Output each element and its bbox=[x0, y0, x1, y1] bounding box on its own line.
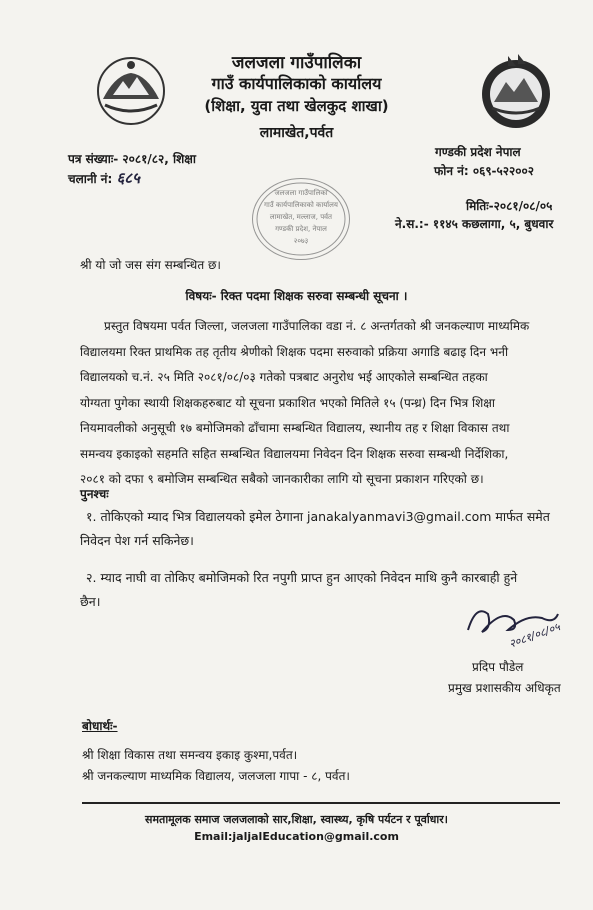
letter-number: पत्र संख्याः- २०८१/८२, शिक्षा bbox=[68, 152, 196, 166]
body-line: योग्यता पुगेका स्थायी शिक्षकहरुबाट यो सूचना प्रकाशित भएको मितिले १५ (पन्ध्र) दिन भित्र शिक्षा bbox=[80, 395, 495, 410]
dispatch-number bbox=[68, 168, 140, 188]
office-name: जलजला गाउँपालिका bbox=[231, 53, 362, 73]
office-line2: गाउँ कार्यपालिकाको कार्यालय bbox=[211, 74, 382, 93]
postscript-note-1 bbox=[80, 505, 550, 553]
office-section: (शिक्षा, युवा तथा खेलकुद शाखा) bbox=[204, 97, 389, 115]
body-paragraph bbox=[80, 314, 550, 493]
footer-divider bbox=[82, 802, 560, 804]
stamp-line2: गाउँ कार्यपालिकाको कार्यालय bbox=[264, 201, 338, 209]
signature-date: २०८१/०८/०५ bbox=[507, 620, 562, 651]
note-line: निवेदन पेश गर्न सकिनेछ। bbox=[80, 533, 194, 548]
letter-date: मितिः-२०८१/०८/०५ bbox=[466, 199, 553, 213]
cc-label: बोधार्थः- bbox=[82, 719, 118, 733]
stamp-line1: जलजला गाउँपालिका bbox=[274, 189, 328, 197]
body-line: २०८१ को दफा ९ बमोजिम सम्बन्धित सबैको जानकारीका लागि यो सूचना प्रकाशन गरिएको छ। bbox=[80, 472, 484, 486]
signatory-name: प्रदिप पौडेल bbox=[472, 660, 524, 674]
note-line: १. तोकिएको म्याद भित्र विद्यालयको इमेल ठेगाना janakalyanmavi3@gmail.com मार्फत समेत bbox=[86, 509, 550, 524]
footer-email: Email:jaljalEducation@gmail.com bbox=[194, 830, 399, 843]
stamp-line4: गण्डकी प्रदेश, नेपाल bbox=[275, 225, 327, 233]
body-line: विद्यालयमा रिक्त प्राथमिक तह तृतीय श्रेणीको शिक्षक पदमा सरुवाको प्रक्रिया अगाडि बढाइ दिन भनी bbox=[80, 344, 509, 359]
cc-item: श्री शिक्षा विकास तथा समन्वय इकाइ कुश्मा,पर्वत। bbox=[82, 748, 298, 762]
body-line: नियमावलीको अनुसूची १७ बमोजिमको ढाँचामा सम्बन्धित विद्यालय, स्थानीय तह र शिक्षा विकास तथा bbox=[80, 421, 510, 435]
office-address: लामाखेत,पर्वत bbox=[259, 125, 334, 141]
dispatch-value: ६८५ bbox=[116, 169, 140, 187]
footer-slogan: समतामूलक समाज जलजलाको सार,शिक्षा, स्वास्थ्य, कृषि पर्यटन र पूर्वाधार। bbox=[145, 813, 448, 826]
body-line: समन्वय इकाइको सहमति सहित सम्बन्धित विद्यालयमा निवेदन दिन शिक्षक सरुवा सम्बन्धी निर्देशिका, bbox=[80, 446, 509, 461]
dispatch-label: चलानी नं: bbox=[68, 172, 113, 186]
office-stamp bbox=[252, 178, 350, 260]
province-text: गण्डकी प्रदेश नेपाल bbox=[435, 145, 521, 159]
subject-line: विषयः- रिक्त पदमा शिक्षक सरुवा सम्बन्धी सूचना । bbox=[185, 289, 408, 303]
phone-text: फोन नं: ०६९-५२२००२ bbox=[434, 164, 534, 178]
stamp-line5: २०७३ bbox=[293, 237, 309, 245]
cc-item: श्री जनकल्याण माध्यमिक विद्यालय, जलजला गापा - ८, पर्वत। bbox=[82, 769, 350, 783]
stamp-line3: लामाखेत, मल्लाज, पर्वत bbox=[269, 213, 333, 221]
nepal-sambat-date: ने.स.:- ११४५ कछलागा, ५, बुधवार bbox=[395, 217, 554, 231]
signatory-title: प्रमुख प्रशासकीय अधिकृत bbox=[448, 681, 561, 695]
body-line: प्रस्तुत विषयमा पर्वत जिल्ला, जलजला गाउँपालिका वडा नं. ८ अन्तर्गतको श्री जनकल्याण माध्यमिक bbox=[104, 319, 530, 333]
postscript-label: पुनश्चः bbox=[80, 487, 109, 501]
recipient-line: श्री यो जो जस संग सम्बन्धित छ। bbox=[80, 258, 221, 272]
note-line: २. म्याद नाघी वा तोकिए बमोजिमको रित नपुगी प्राप्त हुन आएको निवेदन माथि कुनै कारबाही हुने bbox=[86, 570, 518, 585]
body-line: विद्यालयको च.नं. २५ मिति २०८१/०८/०३ गतेको पत्रबाट अनुरोध भई आएकोले सम्बन्धित तहका bbox=[80, 370, 488, 384]
note-line: छैन। bbox=[80, 594, 101, 609]
